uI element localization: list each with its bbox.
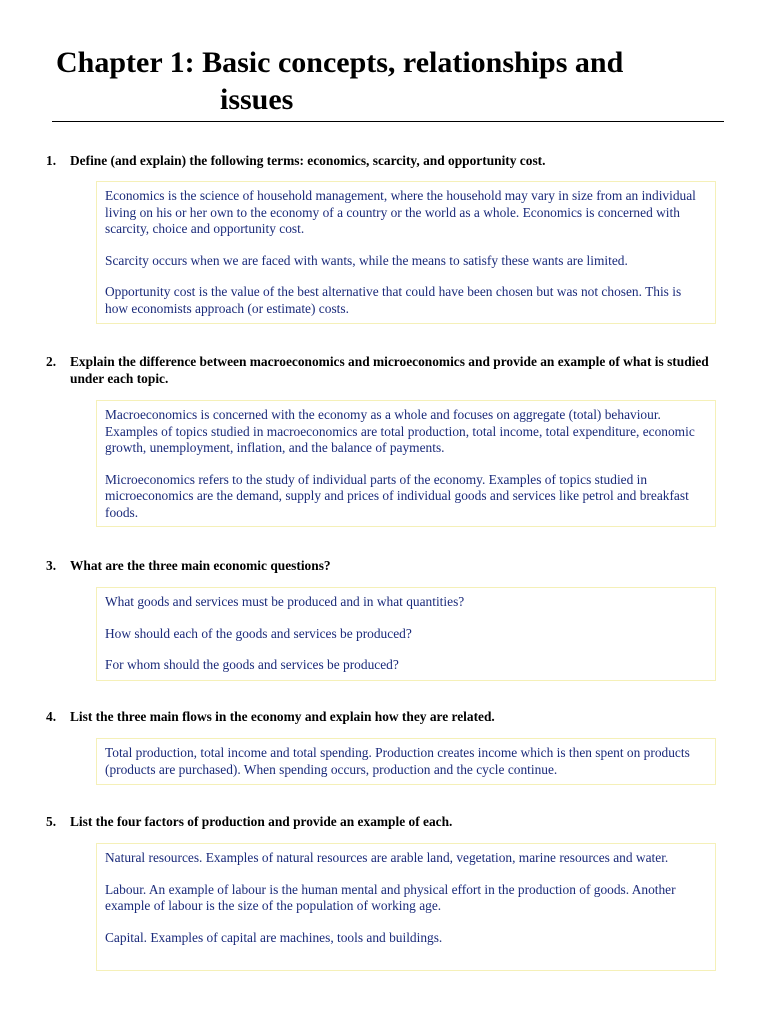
answer-paragraph: Total production, total income and total spending. Production creates income which is then spent on products (products are purchased). When spending occurs, production and the cycle continue. bbox=[105, 745, 690, 777]
question-1 bbox=[46, 152, 726, 169]
title-divider bbox=[52, 121, 724, 122]
question-text: List the four factors of production and provide an example of each. bbox=[70, 814, 453, 829]
answer-paragraph: Capital. Examples of capital are machines, tools and buildings. bbox=[105, 929, 443, 945]
answer-paragraph: Labour. An example of labour is the human mental and physical effort in the production of goods. Another example of labour is the size of the population of working age. bbox=[105, 881, 676, 913]
answer-paragraph: Economics is the science of household management, where the household may vary in size from an individual living on his or her own to the economy of a country or the world as a whole. Economics is concerned with scarcity, choice and opportunity cost. bbox=[105, 188, 696, 236]
question-number: 4. bbox=[46, 709, 57, 724]
question-3 bbox=[46, 557, 726, 574]
answer-box-5 bbox=[96, 843, 716, 971]
question-text: List the three main flows in the economy and explain how they are related. bbox=[70, 709, 495, 724]
answer-paragraph: Natural resources. Examples of natural resources are arable land, vegetation, marine resources and water. bbox=[105, 850, 669, 865]
answer-box-1 bbox=[96, 181, 716, 324]
answer-box-3 bbox=[96, 587, 716, 681]
page-title-line-2: issues bbox=[220, 83, 294, 116]
answer-paragraph: Scarcity occurs when we are faced with wants, while the means to satisfy these wants are limited. bbox=[105, 252, 628, 268]
answer-paragraph: For whom should the goods and services be produced? bbox=[105, 657, 399, 672]
answer-paragraph: Microeconomics refers to the study of individual parts of the economy. Examples of topics studied in microeconomics are the demand, supply and prices of individual goods and services like petrol and breakfast foods. bbox=[105, 471, 689, 520]
question-4 bbox=[46, 708, 726, 725]
answer-paragraph: What goods and services must be produced and in what quantities? bbox=[105, 594, 465, 609]
answer-paragraph: Macroeconomics is concerned with the economy as a whole and focuses on aggregate (total) behaviour. Examples of topics studied in macroeconomics are total production, total income, total expenditure, economic growth, unemployment, inflation, and the balance of payments. bbox=[105, 407, 695, 455]
answer-box-2 bbox=[96, 400, 716, 527]
answer-paragraph: How should each of the goods and services be produced? bbox=[105, 625, 412, 641]
question-2 bbox=[46, 353, 726, 387]
question-number: 5. bbox=[46, 814, 57, 829]
page-title-line-1: Chapter 1: Basic concepts, relationships and bbox=[56, 46, 624, 79]
question-number: 3. bbox=[46, 558, 57, 573]
page-title bbox=[56, 44, 736, 118]
question-number: 2. bbox=[46, 354, 57, 369]
question-text: What are the three main economic questions? bbox=[70, 558, 331, 573]
answer-paragraph: Opportunity cost is the value of the best alternative that could have been chosen but was not chosen. This is how economists approach (or estimate) costs. bbox=[105, 284, 682, 316]
question-5 bbox=[46, 813, 726, 830]
question-text: Explain the difference between macroeconomics and microeconomics and provide an example of what is studied under each topic. bbox=[70, 354, 709, 386]
question-text: Define (and explain) the following terms: economics, scarcity, and opportunity cost. bbox=[70, 153, 546, 168]
answer-box-4 bbox=[96, 738, 716, 785]
question-number: 1. bbox=[46, 153, 57, 168]
